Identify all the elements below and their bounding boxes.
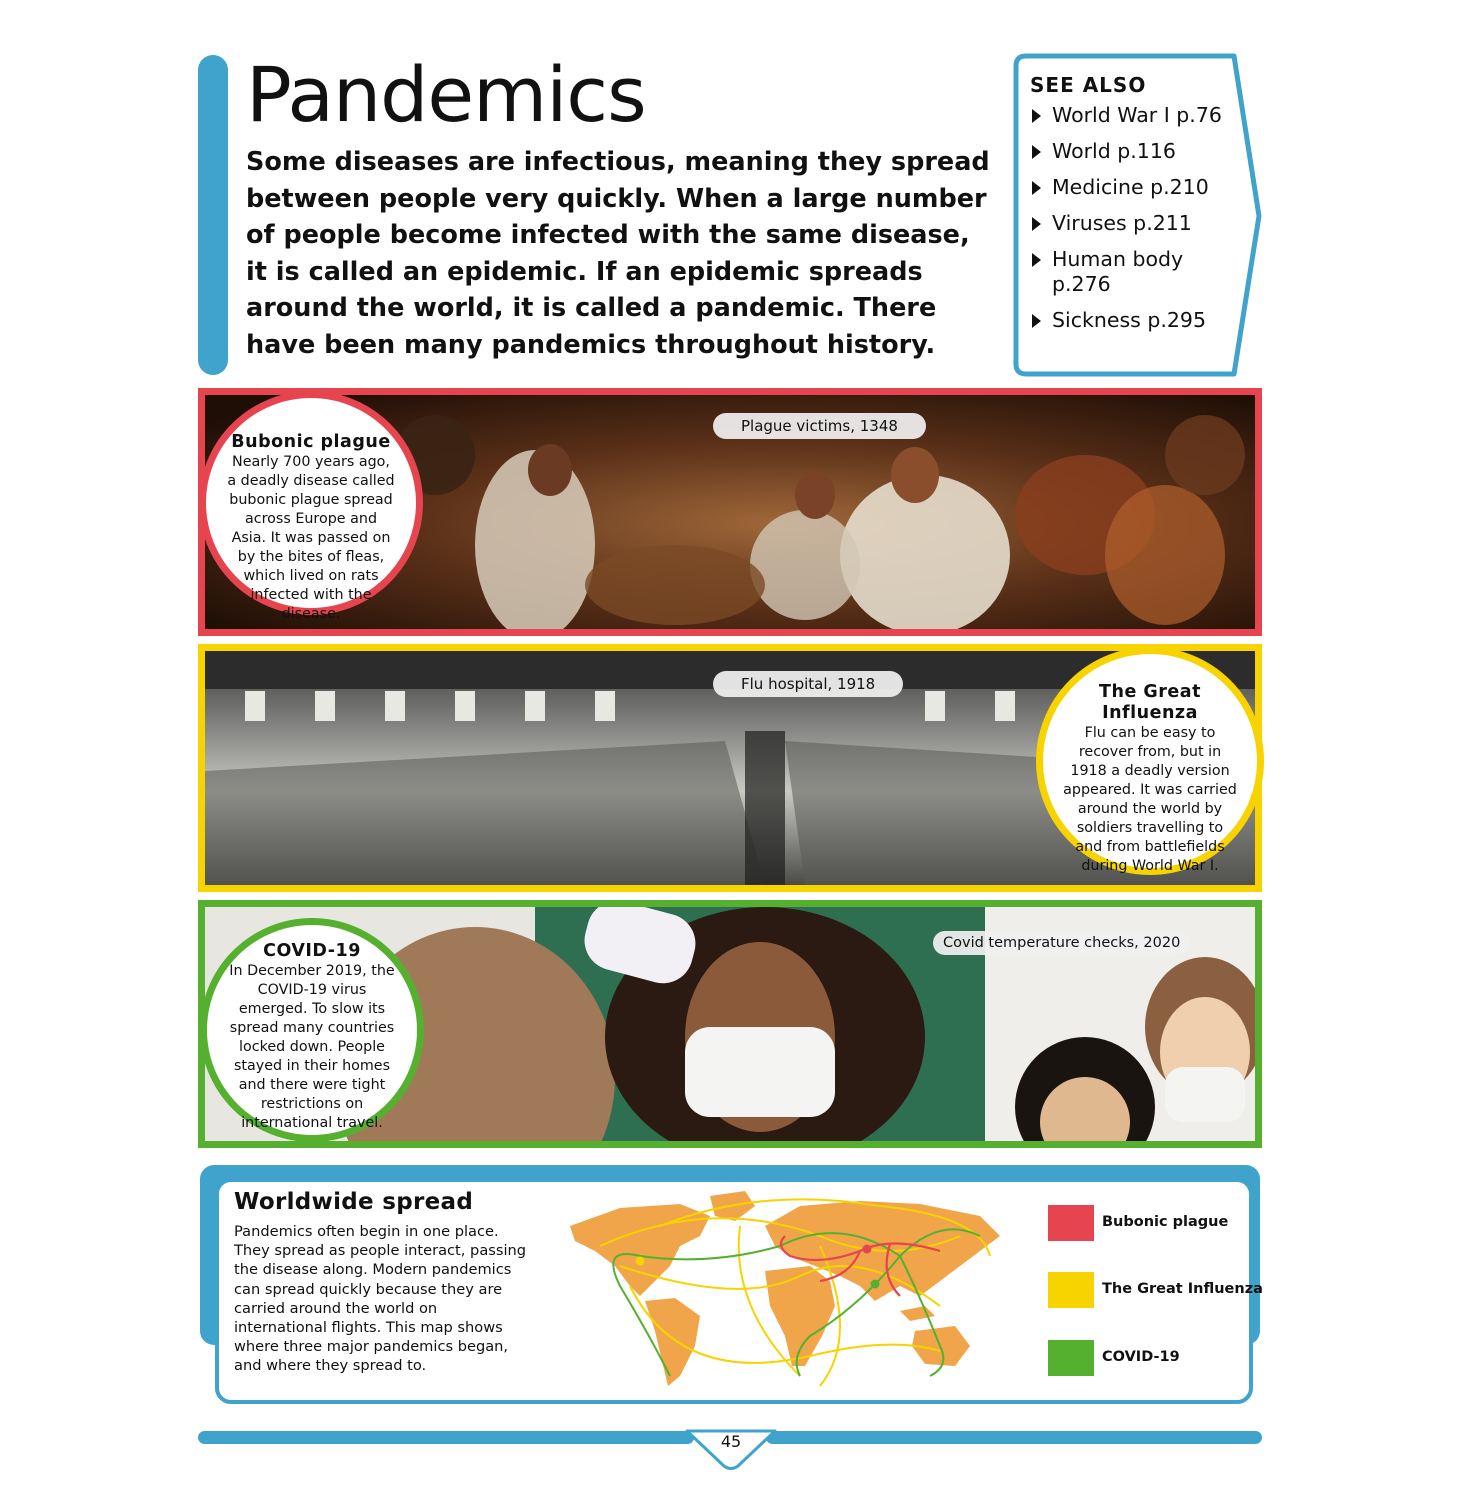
arrow-right-icon: [1032, 217, 1041, 231]
legend-label-plague: Bubonic plague: [1102, 1214, 1229, 1230]
legend-label-flu: The Great Influenza: [1102, 1281, 1263, 1297]
arrow-right-icon: [1032, 145, 1041, 159]
legend-label-covid: COVID-19: [1102, 1349, 1180, 1365]
see-also-link-world[interactable]: World p.116: [1030, 139, 1240, 164]
plague-info-circle: [199, 391, 423, 622]
page-number: 45: [720, 1432, 742, 1451]
see-also-title: SEE ALSO: [1030, 73, 1147, 97]
covid-title: COVID-19: [263, 941, 361, 961]
accent-bar: [198, 55, 228, 375]
plague-text: Nearly 700 years ago, a deadly disease called bubonic plague spread across Europe and Asia. It was passed on by the bites of fleas, which lived on rats infected with the disease.: [227, 454, 395, 622]
see-also-box: [1012, 53, 1264, 379]
covid-caption: Covid temperature checks, 2020: [933, 931, 1190, 955]
flu-info-circle: [1036, 647, 1264, 875]
see-also-link-world-war-1[interactable]: World War I p.76: [1030, 103, 1240, 128]
world-spread-map: [560, 1186, 1010, 1394]
see-also-link-medicine[interactable]: Medicine p.210: [1030, 175, 1240, 200]
arrow-right-icon: [1032, 314, 1041, 328]
worldwide-text: Pandemics often begin in one place. They spread as people interact, passing the disease along. Modern pandemics can spread quickly because they are carried around the world on international flights. This map shows where three major pandemics began, and where they spread to.: [234, 1223, 527, 1375]
plague-title: Bubonic plague: [231, 432, 391, 452]
see-also-list: [1030, 103, 1240, 344]
intro-text: Some diseases are infectious, meaning they spread between people very quickly. When a large number of people become infected with the same disease, it is called an epidemic. If an epidemic spreads around the world, it is called a pandemic. There have been many pandemics throughout history.: [246, 147, 990, 360]
arrow-right-icon: [1032, 253, 1041, 267]
footer-bar: [198, 1431, 694, 1444]
arrow-right-icon: [1032, 109, 1041, 123]
see-also-link-sickness[interactable]: Sickness p.295: [1030, 308, 1240, 333]
legend-swatch-covid: [1048, 1340, 1094, 1376]
worldwide-title: Worldwide spread: [234, 1189, 474, 1215]
legend-swatch-flu: [1048, 1272, 1094, 1308]
arrow-right-icon: [1032, 181, 1041, 195]
see-also-link-viruses[interactable]: Viruses p.211: [1030, 211, 1240, 236]
flu-title: The Great Influenza: [1099, 682, 1201, 723]
legend-swatch-plague: [1048, 1205, 1094, 1241]
flu-text: Flu can be easy to recover from, but in 1918 a deadly version appeared. It was carried around the world by soldiers travelling to and from battlefields during World War I.: [1063, 725, 1237, 874]
plague-caption: Plague victims, 1348: [713, 413, 926, 439]
covid-info-circle: [200, 918, 424, 1142]
covid-text: In December 2019, the COVID-19 virus emerged. To slow its spread many countries locked down. People stayed in their homes and there were tight restrictions on international travel.: [229, 963, 395, 1131]
flu-caption: Flu hospital, 1918: [713, 671, 903, 697]
see-also-link-human-body[interactable]: Human body p.276: [1030, 247, 1240, 297]
page-title: Pandemics: [246, 50, 646, 139]
footer-bar: [766, 1431, 1262, 1444]
